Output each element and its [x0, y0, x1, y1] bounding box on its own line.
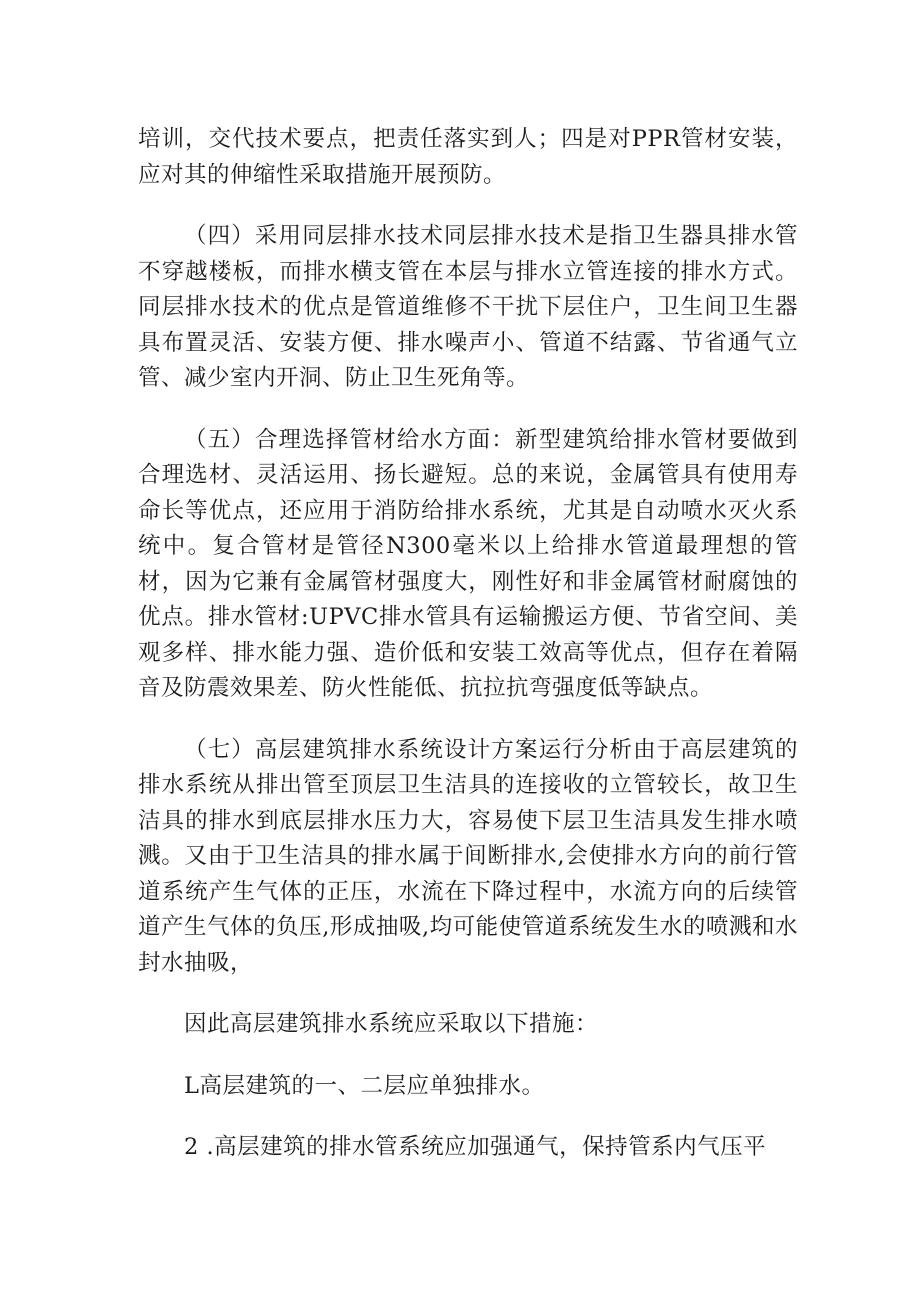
paragraph-high-rise-drainage-analysis: （七）高层建筑排水系统设计方案运行分析由于高层建筑的排水系统从排出管至顶层卫生洁具的连接收的立管较长，故卫生洁具的排水到底层排水压力大，容易使下层卫生洁具发生排水喷溅。又由于卫生洁具的排水属于间断排水,会使排水方向的前行管道系统产生气体的正压，水流在下降过程中，水流方向的后续管道产生气体的负压,形成抽吸,均可能使管道系统发生水的喷溅和水封水抽吸，	[138, 736, 798, 976]
paragraph-same-floor-drainage: （四）采用同层排水技术同层排水技术是指卫生器具排水管不穿越楼板，而排水横支管在本层与排水立管连接的排水方式。同层排水技术的优点是管道维修不干扰下层住户，卫生间卫生器具布置灵活、安装方便、排水噪声小、管道不结露、节省通气立管、减少室内开洞、防止卫生死角等。	[138, 223, 798, 391]
document-page	[138, 122, 798, 1192]
measure-item-1: L高层建筑的一、二层应单独排水。	[184, 1072, 545, 1099]
paragraph-pipe-material-selection: （五）合理选择管材给水方面：新型建筑给排水管材要做到合理选材、灵活运用、扬长避短。总的来说，金属管具有使用寿命长等优点，还应用于消防给排水系统，尤其是自动喷水灭火系统中。复合管材是管径N300毫米以上给排水管道最理想的管材，因为它兼有金属管材强度大，刚性好和非金属管材耐腐蚀的优点。排水管材:UPVC排水管具有运输搬运方便、节省空间、美观多样、排水能力强、造价低和安装工效高等优点，但存在着隔音及防震效果差、防火性能低、抗拉抗弯强度低等缺点。	[138, 426, 798, 701]
measures-intro: 因此高层建筑排水系统应采取以下措施：	[184, 1011, 599, 1037]
paragraph-training-ppr: 培训，交代技术要点，把责任落实到人；四是对PPR管材安装，应对其的伸缩性采取措施开展预防。	[138, 126, 798, 188]
measure-item-2: 2 .高层建筑的排水管系统应加强通气，保持管系内气压平	[184, 1134, 767, 1160]
